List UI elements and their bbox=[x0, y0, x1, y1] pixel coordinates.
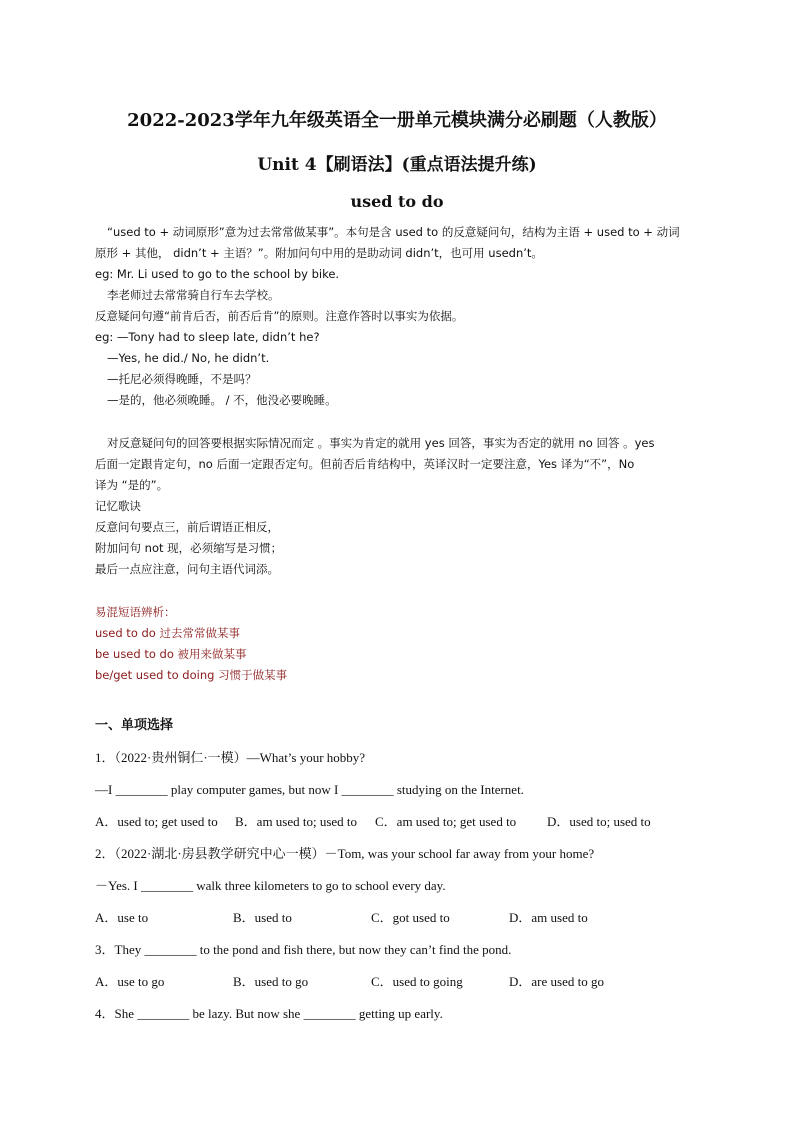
phrase-used-to-do: used to do 过去常常做某事 bbox=[95, 626, 241, 640]
q3-option-b[interactable]: B．used to go bbox=[233, 974, 309, 989]
grammar-explanation bbox=[95, 222, 705, 686]
phrases-title: 易混短语辨析： bbox=[95, 605, 176, 619]
q3-option-d[interactable]: D．are used to go bbox=[509, 974, 604, 989]
question-4-stem: 4．She ________ be lazy. But now she ________ getting up early. bbox=[95, 1006, 443, 1021]
phrase-be-get-used-to-doing: be/get used to doing 习惯于做某事 bbox=[95, 668, 288, 682]
grammar-para1-line1: “used to + 动词原形”意为过去常常做某事”。本句是含 used to 的反意疑问句，结构为主语 + used to + 动词 bbox=[107, 225, 680, 239]
unit-subtitle: Unit 4【刷语法】(重点语法提升练) bbox=[257, 155, 537, 175]
q1-option-a[interactable]: A．used to; get used to bbox=[95, 814, 218, 829]
example2-translation1: —托尼必须得晚睡，不是吗？ bbox=[107, 372, 257, 386]
question-2-stem: 2．（2022·湖北·房县教学研究中心一模）－Tom, was your school far away from your home? bbox=[95, 846, 595, 861]
grammar-para2-line3: 译为 “是的”。 bbox=[95, 478, 169, 492]
q2-option-b[interactable]: B．used to bbox=[233, 910, 292, 925]
q1-option-b[interactable]: B．am used to; used to bbox=[235, 814, 358, 829]
document-title: 2022-2023学年九年级英语全一册单元模块满分必刷题（人教版） bbox=[127, 110, 667, 131]
tag-question-rule: 反意疑问句遵“前肯后否，前否后肯”的原则。注意作答时以事实为依据。 bbox=[95, 309, 464, 323]
example2: eg: —Tony had to sleep late, didn’t he? bbox=[95, 330, 320, 344]
question-3-options bbox=[95, 966, 705, 998]
section-title: 一、单项选择 bbox=[95, 718, 174, 733]
q1-option-d[interactable]: D．used to; used to bbox=[547, 814, 651, 829]
mnemonic-line1: 反意问句要点三，前后谓语正相反， bbox=[95, 520, 279, 534]
exercise-section bbox=[95, 710, 705, 1030]
topic-heading: used to do bbox=[350, 192, 444, 211]
question-1-stem: 1．（2022·贵州铜仁·一模）—What’s your hobby? bbox=[95, 750, 366, 765]
question-3-stem: 3．They ________ to the pond and fish there, but now they can’t find the pond. bbox=[95, 942, 512, 957]
example2-translation2: —是的，他必须晚睡。 / 不，他没必要晚睡。 bbox=[107, 393, 337, 407]
q1-option-c[interactable]: C．am used to; get used to bbox=[375, 814, 517, 829]
q2-option-a[interactable]: A．use to bbox=[95, 910, 149, 925]
q2-option-d[interactable]: D．am used to bbox=[509, 910, 588, 925]
question-2-options bbox=[95, 902, 705, 934]
phrase-be-used-to-do: be used to do 被用来做某事 bbox=[95, 647, 247, 661]
mnemonic-line2: 附加问句 not 现，必须缩写是习惯； bbox=[95, 541, 283, 555]
example1: eg: Mr. Li used to go to the school by bike. bbox=[95, 267, 340, 281]
q3-option-c[interactable]: C．used to going bbox=[371, 974, 463, 989]
mnemonic-title: 记忆歌诀 bbox=[95, 499, 141, 513]
mnemonic-line3: 最后一点应注意，问句主语代词添。 bbox=[95, 562, 279, 576]
example1-translation: 李老师过去常常骑自行车去学校。 bbox=[107, 288, 280, 302]
q3-option-a[interactable]: A．use to go bbox=[95, 974, 165, 989]
question-2-stem2: －Yes. I ________ walk three kilometers to go to school every day. bbox=[95, 878, 446, 893]
grammar-para2-line2: 后面一定跟肯定句，no 后面一定跟否定句。但前否后肯结构中，英译汉时一定要注意，Yes 译为“不”，No bbox=[95, 457, 635, 471]
question-1-options bbox=[95, 806, 705, 838]
question-1-stem2: —I ________ play computer games, but now I ________ studying on the Internet. bbox=[95, 782, 524, 797]
q2-option-c[interactable]: C．got used to bbox=[371, 910, 450, 925]
grammar-para1-line2: 原形 + 其他， didn’t + 主语？”。附加问句中用的是助动词 didn’t，也可用 usedn’t。 bbox=[95, 246, 543, 260]
example2-answer: —Yes, he did./ No, he didn’t. bbox=[107, 351, 270, 365]
grammar-para2-line1: 对反意疑问句的回答要根据实际情况而定 。事实为肯定的就用 yes 回答，事实为否定的就用 no 回答 。yes bbox=[107, 436, 655, 450]
